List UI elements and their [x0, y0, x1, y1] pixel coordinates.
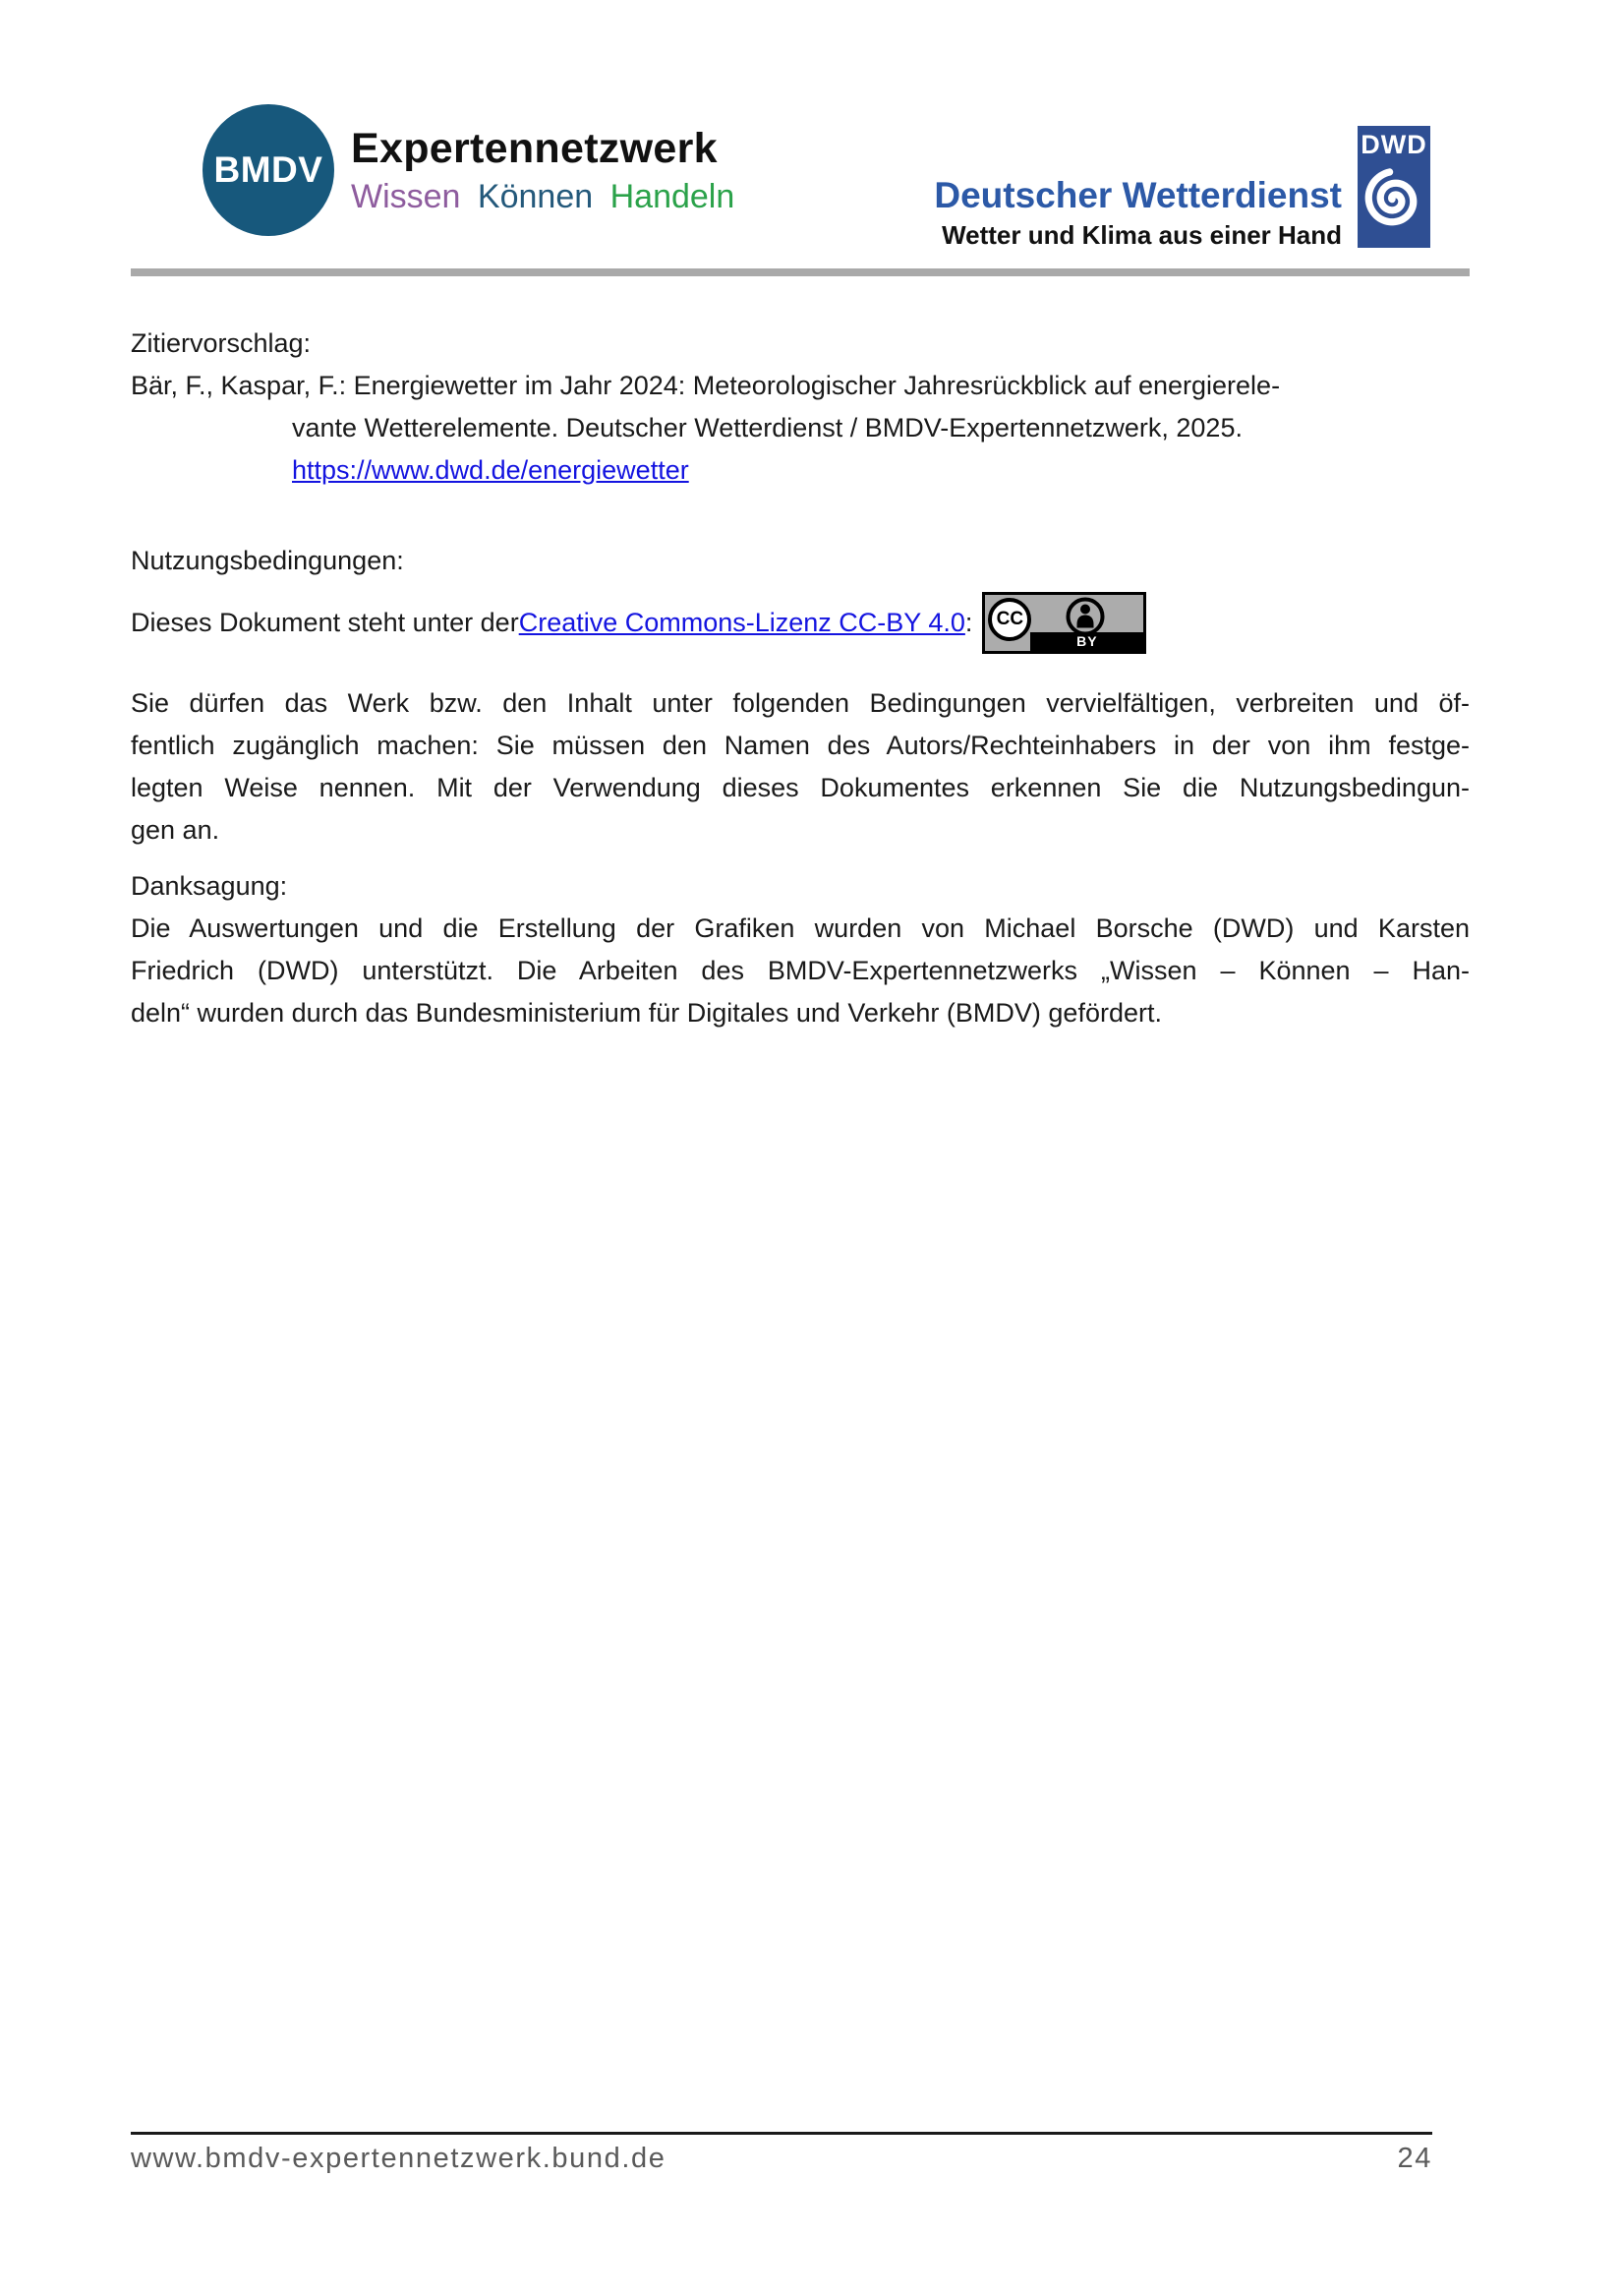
header-divider — [131, 268, 1470, 276]
citation-line-2: vante Wetterelemente. Deutscher Wetterdienst / BMDV-Expertennetzwerk, 2025. — [292, 413, 1243, 442]
bmdv-logo — [203, 104, 734, 236]
cc-by-badge — [982, 592, 1146, 654]
dwd-logo-caption — [934, 175, 1342, 251]
citation-link-line — [131, 449, 1470, 492]
license-line — [131, 590, 1470, 655]
license-heading: Nutzungsbedingungen: — [131, 546, 404, 575]
citation-line-1: Bär, F., Kaspar, F.: Energiewetter im Jahr 2024: Meteorologischer Jahresrückblick auf energierele- — [131, 371, 1281, 400]
spacer — [131, 852, 1470, 865]
cc-by-license-link[interactable]: Creative Commons-Lizenz CC-BY 4.0 — [518, 607, 965, 637]
tagline-wissen: Wissen — [351, 177, 461, 215]
usage-line: gen an. — [131, 815, 220, 845]
usage-line: Sie dürfen das Werk bzw. den Inhalt unter folgenden Bedingungen vervielfältigen, verbreiten und öf- — [131, 688, 1470, 718]
page-number: 24 — [1397, 2143, 1432, 2174]
bmdv-logo-caption — [351, 125, 734, 216]
spacer — [131, 655, 1470, 682]
cc-icon: CC — [988, 598, 1031, 641]
tagline-handeln: Handeln — [609, 177, 735, 215]
license-intro: Dieses Dokument steht unter der — [131, 607, 519, 637]
acknowledgement-line: deln“ wurden durch das Bundesministerium für Digitales und Verkehr (BMDV) gefördert. — [131, 998, 1162, 1028]
usage-line: fentlich zugänglich machen: Sie müssen den Namen des Autors/Rechteinhabers in der von ihm festge- — [131, 731, 1470, 760]
bmdv-title: Expertennetzwerk — [351, 124, 718, 172]
dwd-logo — [934, 126, 1430, 251]
citation-heading: Zitiervorschlag: — [131, 328, 312, 358]
acknowledgement-paragraph — [131, 908, 1470, 1034]
acknowledgement-heading: Danksagung: — [131, 871, 288, 901]
acknowledgement-line: Friedrich (DWD) unterstützt. Die Arbeiten des BMDV-Expertennetzwerks „Wissen – Können – Han- — [131, 956, 1470, 985]
license-colon: : — [964, 607, 973, 637]
acknowledgement-line: Die Auswertungen und die Erstellung der Grafiken wurden von Michael Borsche (DWD) und Karsten — [131, 913, 1470, 943]
dwd-emblem-text: DWD — [1361, 130, 1427, 159]
dwd-title: Deutscher Wetterdienst — [934, 175, 1342, 215]
cc-by-badge-label: BY — [1030, 632, 1143, 651]
usage-paragraph — [131, 682, 1470, 852]
energiewetter-link[interactable]: https://www.dwd.de/energiewetter — [292, 455, 689, 485]
dwd-spiral-icon — [1361, 162, 1426, 237]
dwd-emblem-icon — [1358, 126, 1430, 248]
attribution-person-icon — [1066, 597, 1105, 636]
bmdv-logo-icon — [203, 104, 334, 236]
dwd-subtitle: Wetter und Klima aus einer Hand — [942, 220, 1342, 250]
page-content — [131, 323, 1470, 1034]
footer-url: www.bmdv-expertennetzwerk.bund.de — [131, 2143, 666, 2174]
usage-line: legten Weise nennen. Mit der Verwendung dieses Dokumentes erkennen Sie die Nutzungsbedingun- — [131, 773, 1470, 802]
bmdv-logo-text: BMDV — [213, 149, 323, 190]
footer-divider — [131, 2132, 1432, 2135]
spacer — [131, 492, 1470, 540]
tagline-koennen: Können — [477, 177, 594, 215]
page-footer — [131, 2132, 1432, 2175]
bmdv-tagline — [351, 178, 734, 216]
